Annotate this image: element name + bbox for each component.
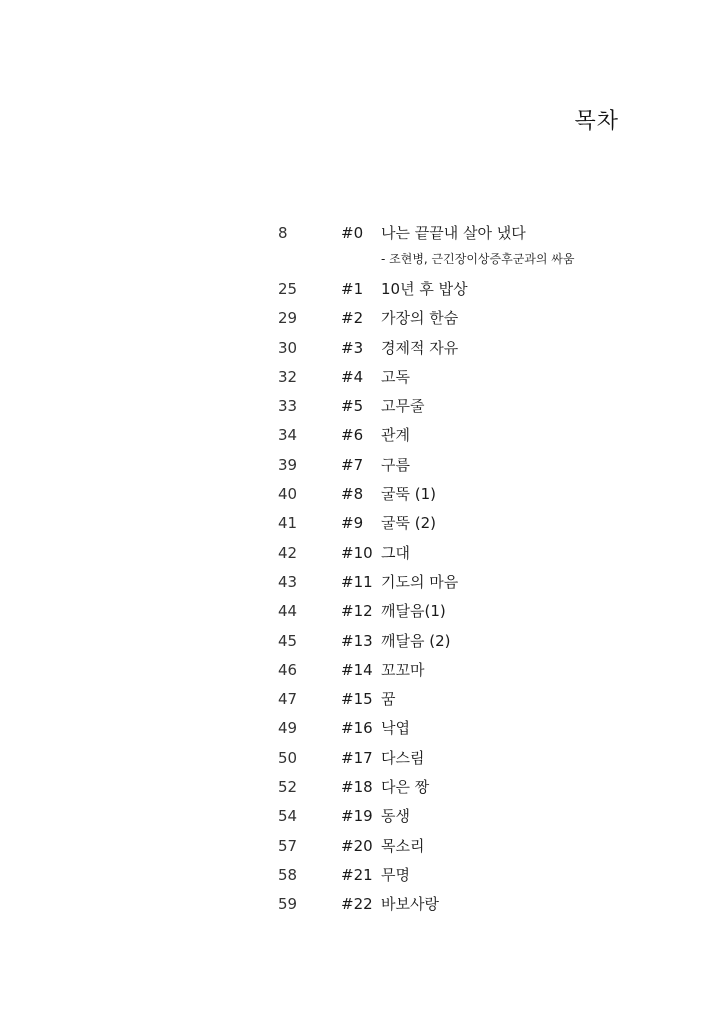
toc-page-number: 52 (278, 778, 298, 797)
toc-chapter-title: 목소리 (381, 836, 425, 855)
toc-page-number: 42 (278, 543, 298, 562)
toc-chapter-number: #18 (341, 778, 373, 797)
toc-chapter-title: 관계 (381, 426, 410, 445)
toc-chapter-title: 10년 후 밥상 (381, 280, 468, 298)
toc-page-number: 30 (278, 338, 298, 357)
toc-chapter-title: 낙엽 (381, 719, 410, 738)
toc-entry (278, 717, 658, 746)
toc-chapter-title: 경제적 자유 (381, 338, 459, 357)
toc-entry (278, 776, 658, 805)
toc-entry (278, 835, 658, 864)
toc-page-number: 44 (278, 602, 298, 621)
toc-entry (278, 600, 658, 629)
toc-chapter-number: #16 (341, 719, 373, 738)
toc-entry (278, 454, 658, 483)
toc-entry (278, 805, 658, 834)
toc-entry (278, 307, 658, 336)
toc-chapter-title: 무명 (381, 865, 410, 884)
toc-chapter-number: #17 (341, 748, 373, 767)
toc-page-number: 43 (278, 572, 298, 591)
toc-chapter-title: 굴뚝 (2) (381, 514, 436, 533)
toc-chapter-title: 가장의 한숨 (381, 309, 459, 328)
toc-chapter-title: 깨달음 (2) (381, 631, 451, 650)
toc-entry (278, 571, 658, 600)
toc-page-number: 45 (278, 631, 298, 650)
page-title: 목차 (574, 109, 619, 134)
toc-page-number: 32 (278, 367, 298, 386)
toc-page-number: 50 (278, 748, 298, 767)
toc-chapter-number: #4 (341, 367, 364, 386)
toc-chapter-number: #20 (341, 836, 373, 855)
toc-chapter-title: 구름 (381, 455, 410, 474)
toc-chapter-title: 동생 (381, 807, 410, 826)
toc-chapter-number: #13 (341, 631, 373, 650)
toc-chapter-number: #10 (341, 543, 373, 562)
toc-chapter-number: #15 (341, 690, 373, 709)
toc-chapter-number: #6 (341, 426, 364, 445)
toc-chapter-number: #21 (341, 865, 373, 884)
toc-entry (278, 542, 658, 571)
toc-entry (278, 893, 658, 922)
table-of-contents (278, 222, 658, 923)
toc-page-number: 25 (278, 280, 298, 298)
toc-entry-list (278, 278, 658, 923)
toc-page-number: 29 (278, 309, 298, 328)
toc-entry (278, 222, 658, 250)
toc-chapter-title: 기도의 마음 (381, 572, 459, 591)
toc-page-number: 34 (278, 426, 298, 445)
toc-chapter-number: #2 (341, 309, 364, 328)
toc-entry (278, 366, 658, 395)
toc-entry (278, 747, 658, 776)
toc-entry (278, 337, 658, 366)
toc-chapter-number: #22 (341, 895, 373, 914)
toc-chapter-number: #5 (341, 397, 364, 416)
toc-page-number: 58 (278, 865, 298, 884)
toc-entry (278, 395, 658, 424)
toc-chapter-title: 고무줄 (381, 397, 425, 416)
toc-chapter-number: #1 (341, 280, 364, 298)
toc-chapter-number: #14 (341, 660, 373, 679)
toc-entry (278, 688, 658, 717)
toc-chapter-number: #7 (341, 455, 364, 474)
toc-page-number: 47 (278, 690, 298, 709)
toc-chapter-title: 다스림 (381, 748, 425, 767)
toc-page-number: 59 (278, 895, 298, 914)
toc-entry (278, 278, 658, 307)
toc-chapter-number: #12 (341, 602, 373, 621)
toc-chapter-number: #9 (341, 514, 364, 533)
toc-subtitle-row (278, 250, 658, 278)
toc-page-number: 40 (278, 485, 298, 504)
toc-chapter-title: 나는 끝끝내 살아 냈다 (381, 224, 526, 242)
toc-entry (278, 483, 658, 512)
toc-page-number: 54 (278, 807, 298, 826)
toc-chapter-number: #3 (341, 338, 364, 357)
toc-chapter-title: 바보사랑 (381, 895, 439, 914)
toc-chapter-title: 깨달음(1) (381, 602, 446, 621)
toc-chapter-title: 다은 짱 (381, 778, 430, 797)
toc-chapter-number: #11 (341, 572, 373, 591)
toc-chapter-number: #8 (341, 485, 364, 504)
toc-page-number: 33 (278, 397, 298, 416)
toc-page-number: 46 (278, 660, 298, 679)
toc-chapter-title: 고독 (381, 367, 410, 386)
toc-entry (278, 864, 658, 893)
toc-chapter-title: 꼬꼬마 (381, 660, 425, 679)
toc-entry (278, 512, 658, 541)
toc-entry (278, 630, 658, 659)
toc-chapter-title: 그대 (381, 543, 410, 562)
toc-chapter-number: #19 (341, 807, 373, 826)
toc-chapter-number: #0 (341, 224, 364, 242)
toc-page-number: 49 (278, 719, 298, 738)
toc-entry (278, 659, 658, 688)
toc-page-number: 41 (278, 514, 298, 533)
toc-chapter-title: 굴뚝 (1) (381, 485, 436, 504)
toc-page-number: 8 (278, 224, 288, 242)
toc-page-number: 39 (278, 455, 298, 474)
toc-entry (278, 424, 658, 453)
toc-page-number: 57 (278, 836, 298, 855)
toc-chapter-subtitle: - 조현병, 근긴장이상증후군과의 싸움 (381, 252, 575, 266)
toc-chapter-title: 꿈 (381, 690, 396, 709)
